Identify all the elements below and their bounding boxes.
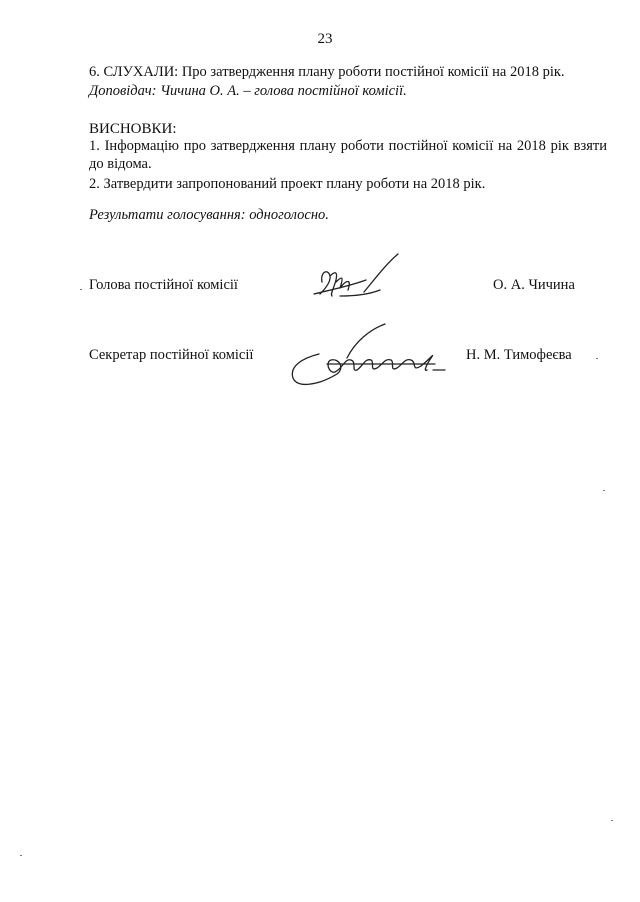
scan-speck	[80, 289, 82, 290]
conclusion-item-1: 1. Інформацію про затвердження плану роботи постійної комісії на 2018 рік взяти до відома.	[89, 138, 607, 172]
scan-speck	[603, 490, 605, 491]
chair-name: О. А. Чичина	[493, 277, 575, 293]
secretary-name: Н. М. Тимофеєва	[466, 347, 572, 363]
conclusion-item-2: 2. Затвердити запропонований проект плану роботи на 2018 рік.	[89, 176, 486, 192]
scan-speck	[611, 820, 613, 821]
secretary-signature-icon	[285, 322, 455, 396]
vote-result: Результати голосування: одноголосно.	[89, 207, 329, 223]
agenda-item-heard: 6. СЛУХАЛИ: Про затвердження плану роботи постійної комісії на 2018 рік.	[89, 64, 565, 80]
chair-signature-icon	[300, 250, 410, 310]
scan-speck	[20, 855, 22, 856]
agenda-item-reporter: Доповідач: Чичина О. А. – голова постійної комісії.	[89, 83, 407, 99]
conclusions-heading: ВИСНОВКИ:	[89, 121, 177, 137]
secretary-title: Секретар постійної комісії	[89, 347, 254, 363]
chair-title: Голова постійної комісії	[89, 277, 238, 293]
page-number: 23	[317, 31, 333, 47]
scan-speck	[596, 358, 598, 359]
